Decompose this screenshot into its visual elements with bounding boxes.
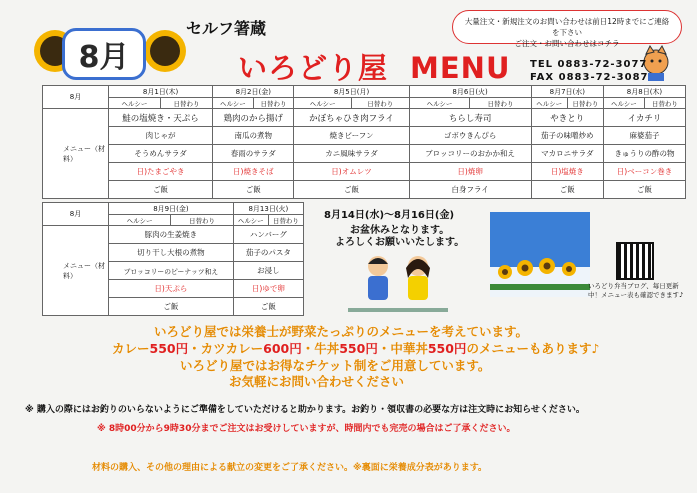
menu-item: 麻婆茄子 xyxy=(603,127,685,145)
promo-line3: いろどり屋ではお得なチケット制をご用意しています。 xyxy=(180,358,491,373)
month-cell: 8月 xyxy=(43,86,109,109)
holiday-line1: お盆休みとなります。 xyxy=(350,225,450,236)
date-cell: 8月1日(木) xyxy=(109,86,213,98)
daily-header: 日替わり xyxy=(160,98,212,109)
menu-item: 鶏肉のから揚げ xyxy=(213,109,294,127)
date-cell: 8月8日(木) xyxy=(603,86,685,98)
menu-item: やきとり xyxy=(531,109,603,127)
promo-line2 xyxy=(112,339,599,357)
sunflower-field-illustration xyxy=(490,212,590,297)
blog-note xyxy=(588,282,683,300)
daily-header: 日替わり xyxy=(351,98,409,109)
menu-item: ご飯 xyxy=(294,181,409,199)
menu-item: 南瓜の煮物 xyxy=(213,127,294,145)
menu-item: 切り干し大根の煮物 xyxy=(109,244,234,262)
menu-item: カニ風味サラダ xyxy=(294,145,409,163)
promo-line4: お気軽にお問い合わせください xyxy=(229,374,405,389)
price-curry: 550円 xyxy=(149,341,189,356)
holiday-dates: 8月14日(水)～8月16日(金) xyxy=(324,210,455,221)
title-menu: MENU xyxy=(410,51,511,85)
month-badge: 8月 xyxy=(62,28,146,80)
healthy-header: ヘルシー xyxy=(233,215,268,226)
menu-item: そうめんサラダ xyxy=(109,145,213,163)
daily-header: 日替わり xyxy=(567,98,603,109)
blog-line1: いろどり弁当ブログ、毎日更新 xyxy=(588,282,679,290)
healthy-header: ヘルシー xyxy=(213,98,254,109)
menu-item: 白身フライ xyxy=(409,181,531,199)
menu-item: ハンバーグ xyxy=(233,226,303,244)
price-katsu: 600円 xyxy=(263,341,302,356)
price-chukadon: 550円 xyxy=(427,341,467,356)
daily-header: 日替わり xyxy=(470,98,531,109)
healthy-header: ヘルシー xyxy=(109,98,161,109)
date-cell: 8月2日(金) xyxy=(213,86,294,98)
date-cell: 8月6日(火) xyxy=(409,86,531,98)
page-title xyxy=(238,46,511,87)
bubble-line1: 大量注文・新規注文のお問い合わせは前日12時までにご連絡を下さい xyxy=(464,17,670,37)
order-bubble xyxy=(452,10,682,48)
date-cell: 8月9日(金) xyxy=(109,203,234,215)
healthy-header: ヘルシー xyxy=(109,215,171,226)
daily-special: 日)塩焼き xyxy=(531,163,603,181)
date-cell: 8月13日(火) xyxy=(233,203,303,215)
daily-special: 日)たまごやき xyxy=(109,163,213,181)
sunflower-icon xyxy=(150,36,180,66)
price-gyudon: 550円 xyxy=(339,341,378,356)
note-hours-b: 時間内でも完売の場合はご了承ください。 xyxy=(344,424,516,434)
menu-item: ちらし寿司 xyxy=(409,109,531,127)
menu-item: マカロニサラダ xyxy=(531,145,603,163)
menu-item: ご飯 xyxy=(233,298,303,316)
daily-special: 日)天ぷら xyxy=(109,280,234,298)
store-label: セルフ箸蔵 xyxy=(186,19,267,38)
promo-chukadon: ・中華丼 xyxy=(377,341,428,356)
daily-special: 日)焼卵 xyxy=(409,163,531,181)
qr-code-icon[interactable] xyxy=(616,242,654,280)
row-label: メニュー（材料） xyxy=(43,109,109,199)
menu-item: 春雨のサラダ xyxy=(213,145,294,163)
daily-special: 日)焼きそば xyxy=(213,163,294,181)
menu-item: ご飯 xyxy=(109,298,234,316)
date-cell: 8月7日(水) xyxy=(531,86,603,98)
menu-item: 豚肉の生姜焼き xyxy=(109,226,234,244)
menu-item: 鮭の塩焼き・天ぷら xyxy=(109,109,213,127)
holiday-message xyxy=(335,225,464,249)
menu-table-week1 xyxy=(42,85,686,199)
menu-item: ゴボウきんぴら xyxy=(409,127,531,145)
promo-line1: いろどり屋では栄養士が野菜たっぷりのメニューを考えています。 xyxy=(154,324,529,339)
menu-item: かぼちゃひき肉フライ xyxy=(294,109,409,127)
menu-item: イカチリ xyxy=(603,109,685,127)
healthy-header: ヘルシー xyxy=(409,98,470,109)
tel-number: TEL 0883-72-3077 xyxy=(530,59,648,70)
menu-item: ご飯 xyxy=(213,181,294,199)
title-main: いろどり屋 xyxy=(238,51,389,85)
promo-tail: のメニューもあります♪ xyxy=(466,341,600,356)
promo-gyudon: ・牛丼 xyxy=(301,341,340,356)
daily-header: 日替わり xyxy=(253,98,294,109)
note-hours-a: ※ 8時00分から9時30分までご注文はお受けしていますが、 xyxy=(97,424,345,434)
row-label: メニュー（材料） xyxy=(43,226,109,316)
date-cell: 8月5日(月) xyxy=(294,86,409,98)
menu-item: ご飯 xyxy=(603,181,685,199)
menu-item: ご飯 xyxy=(531,181,603,199)
fax-number: FAX 0883-72-3087 xyxy=(530,72,649,83)
note-menu-change: 材料の購入、その他の理由による献立の変更をご了承ください。※裏面に栄養成分表があります。 xyxy=(92,463,488,473)
healthy-header: ヘルシー xyxy=(603,98,644,109)
menu-item: 肉じゃが xyxy=(109,127,213,145)
bubble-line2: ご注文・お問い合わせはコチラ xyxy=(514,39,620,48)
daily-special: 日)ベーコン巻き xyxy=(603,163,685,181)
menu-item: 茄子のパスタ xyxy=(233,244,303,262)
daily-header: 日替わり xyxy=(268,215,303,226)
menu-item: 茄子の味噌炒め xyxy=(531,127,603,145)
menu-item: ブロッコリーのピーナッツ和え xyxy=(109,262,234,280)
daily-special: 日)ゆで卵 xyxy=(233,280,303,298)
healthy-header: ヘルシー xyxy=(294,98,351,109)
menu-item: ご飯 xyxy=(109,181,213,199)
menu-item: 焼きビーフン xyxy=(294,127,409,145)
daily-header: 日替わり xyxy=(644,98,685,109)
month-cell: 8月 xyxy=(43,203,109,226)
menu-table-week2 xyxy=(42,202,304,316)
daily-header: 日替わり xyxy=(171,215,234,226)
holiday-line2: よろしくお願いいたします。 xyxy=(335,237,465,248)
menu-item: ブロッコリーのおかか和え xyxy=(409,145,531,163)
menu-item: きゅうりの酢の物 xyxy=(603,145,685,163)
daily-special: 日)オムレツ xyxy=(294,163,409,181)
note-change: ※ 購入の際にはお釣りのいらないようにご準備をしていただけると助かります。お釣り・領収書の必要な方は注文時にお知らせください。 xyxy=(25,405,585,415)
promo-curry: カレー xyxy=(112,341,150,356)
menu-item: お浸し xyxy=(233,262,303,280)
note-hours xyxy=(97,421,515,434)
bowing-people-illustration xyxy=(348,250,448,312)
promo-katsu: ・カツカレー xyxy=(188,341,264,356)
contact-info xyxy=(530,58,649,84)
healthy-header: ヘルシー xyxy=(531,98,567,109)
blog-line2: 中！メニュー表も確認できます♪ xyxy=(588,291,684,299)
